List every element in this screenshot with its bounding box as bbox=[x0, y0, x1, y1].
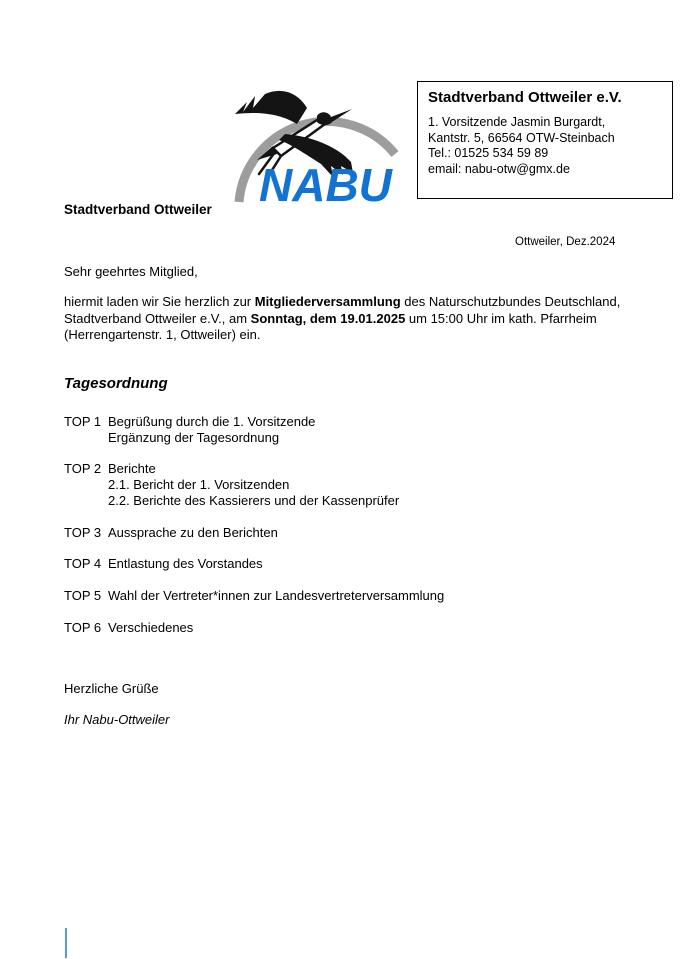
agenda-item-label: TOP 4 bbox=[64, 556, 102, 571]
org-name: Stadtverband Ottweiler bbox=[64, 202, 212, 217]
agenda-item-label: TOP 5 bbox=[64, 588, 102, 603]
dateline: Ottweiler, Dez.2024 bbox=[515, 236, 616, 248]
agenda-item-line: Verschiedenes bbox=[108, 620, 194, 635]
agenda-item-top4 bbox=[64, 556, 624, 572]
agenda-item-text bbox=[108, 414, 624, 446]
closing-greeting: Herzliche Grüße bbox=[64, 681, 159, 696]
nabu-logo bbox=[225, 86, 415, 210]
agenda-item-top3 bbox=[64, 525, 624, 541]
agenda-item-label: TOP 1 bbox=[64, 414, 102, 429]
agenda-subitem: 2.1. Bericht der 1. Vorsitzenden bbox=[108, 477, 290, 492]
agenda-item-line: Ergänzung der Tagesordnung bbox=[108, 430, 280, 445]
letterhead-address-box bbox=[417, 81, 673, 199]
letterhead-chairwoman-line: 1. Vorsitzende Jasmin Burgardt, bbox=[428, 115, 606, 129]
letterhead-email-line: email: nabu-otw@gmx.de bbox=[428, 161, 570, 176]
invitation-paragraph bbox=[64, 294, 626, 344]
agenda-subitem: 2.2. Berichte des Kassierers und der Kassenprüfer bbox=[108, 492, 400, 508]
paragraph-part3: um 15:00 Uhr im kath. Pfarrheim (Herrengartenstr. 1, Ottweiler) ein. bbox=[64, 310, 597, 342]
agenda-list bbox=[64, 414, 624, 636]
agenda-title: Tagesordnung bbox=[64, 375, 168, 392]
agenda-item-line: Berichte bbox=[108, 461, 156, 476]
agenda-item-line: Begrüßung durch die 1. Vorsitzende bbox=[108, 414, 316, 429]
paragraph-bold-event: Mitgliederversammlung bbox=[254, 294, 401, 309]
text-cursor-line bbox=[65, 928, 67, 958]
letterhead-box-title: Stadtverband Ottweiler e.V. bbox=[428, 89, 622, 106]
agenda-item-text bbox=[108, 461, 624, 508]
nabu-logo-text: NABU bbox=[259, 159, 392, 211]
paragraph-part1: hiermit laden wir Sie herzlich zur bbox=[64, 294, 255, 309]
agenda-item-top2 bbox=[64, 461, 624, 508]
letterhead-street-line: Kantstr. 5, 66564 OTW-Steinbach bbox=[428, 130, 615, 145]
agenda-item-top1 bbox=[64, 414, 624, 446]
agenda-item-label: TOP 6 bbox=[64, 620, 102, 635]
paragraph-part2: des Naturschutzbundes Deutschland, Stadtverband Ottweiler e.V., am bbox=[64, 294, 621, 326]
agenda-item-top6 bbox=[64, 620, 624, 636]
salutation: Sehr geehrtes Mitglied, bbox=[64, 264, 198, 279]
closing-signature: Ihr Nabu-Ottweiler bbox=[64, 712, 170, 727]
agenda-item-label: TOP 3 bbox=[64, 525, 102, 540]
paragraph-bold-date: Sonntag, dem 19.01.2025 bbox=[250, 310, 406, 326]
agenda-item-line: Aussprache zu den Berichten bbox=[108, 525, 278, 540]
agenda-item-line: Wahl der Vertreter*innen zur Landesvertreterversammlung bbox=[108, 588, 445, 603]
agenda-item-top5 bbox=[64, 588, 624, 604]
agenda-item-line: Entlastung des Vorstandes bbox=[108, 556, 263, 571]
agenda-item-label: TOP 2 bbox=[64, 461, 102, 476]
letterhead-phone-line: Tel.: 01525 534 59 89 bbox=[428, 146, 549, 160]
